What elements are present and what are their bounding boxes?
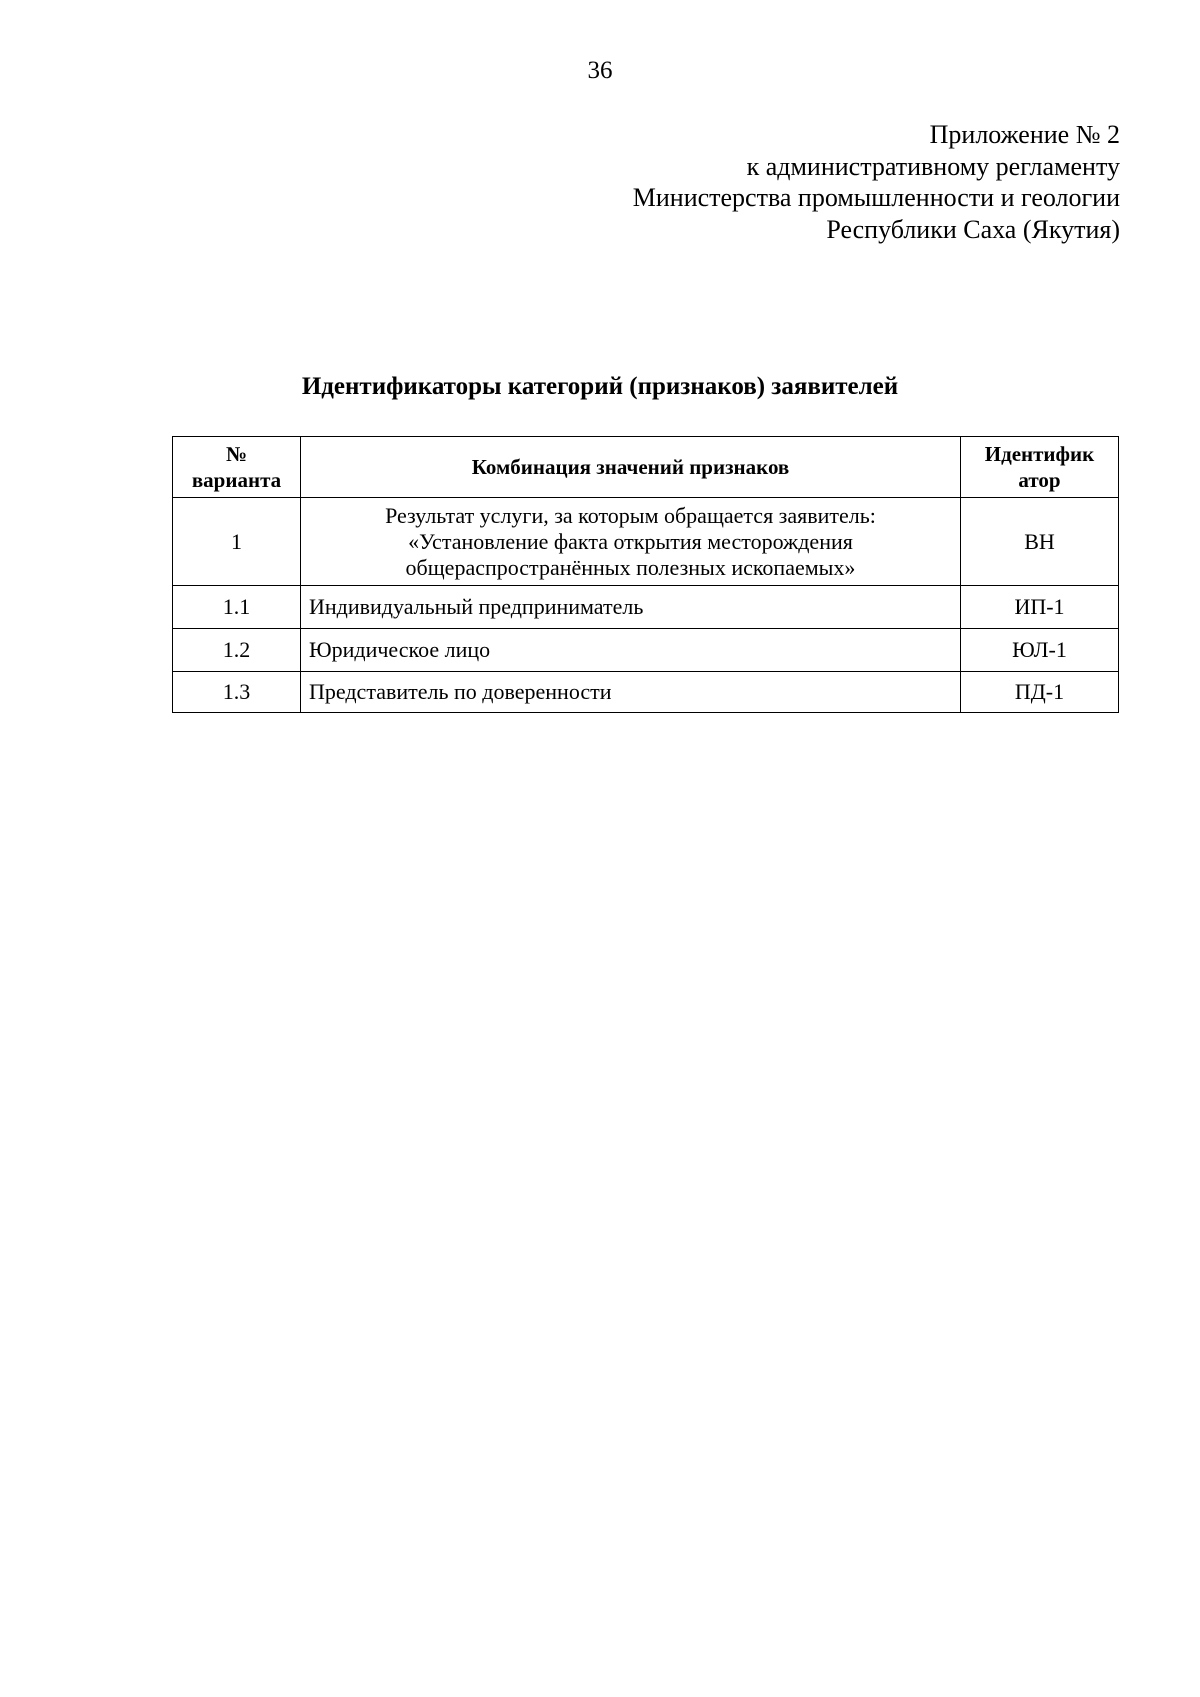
- combination-cell: [301, 498, 961, 586]
- header-line: варианта: [191, 468, 282, 492]
- identifier-cell: ЮЛ-1: [961, 629, 1119, 672]
- appendix-line: Республики Саха (Якутия): [826, 214, 1120, 244]
- table-row: [173, 672, 1119, 713]
- header-line: №: [225, 442, 248, 466]
- appendix-header: [633, 119, 1120, 245]
- combination-cell: Индивидуальный предприниматель: [301, 586, 961, 629]
- table-row: [173, 498, 1119, 586]
- table-row: [173, 586, 1119, 629]
- appendix-line: Приложение № 2: [929, 120, 1120, 149]
- header-identifier: [961, 437, 1119, 498]
- identifier-cell: ИП-1: [961, 586, 1119, 629]
- combination-cell: Юридическое лицо: [301, 629, 961, 672]
- appendix-line: Министерства промышленности и геологии: [632, 183, 1120, 212]
- variant-number: 1.3: [173, 672, 301, 713]
- variant-number: 1.1: [173, 586, 301, 629]
- header-line: Идентифик: [984, 442, 1095, 466]
- header-variant-number: [173, 437, 301, 498]
- table-row: [173, 629, 1119, 672]
- combination-line: «Установление факта открытия месторождения: [408, 528, 853, 554]
- identifiers-table: [172, 436, 1119, 713]
- combination-cell: Представитель по доверенности: [301, 672, 961, 713]
- header-combination: Комбинация значений признаков: [301, 437, 961, 498]
- document-title: Идентификаторы категорий (признаков) заявителей: [301, 373, 899, 400]
- combination-line: Результат услуги, за которым обращается заявитель:: [385, 502, 876, 528]
- header-line: атор: [1018, 468, 1061, 492]
- identifier-cell: ПД-1: [961, 672, 1119, 713]
- identifier-cell: ВН: [961, 498, 1119, 586]
- variant-number: 1.2: [173, 629, 301, 672]
- combination-line: общераспространённых полезных ископаемых»: [405, 554, 856, 580]
- page-number: 36: [587, 57, 613, 84]
- table-header-row: [173, 437, 1119, 498]
- variant-number: 1: [173, 498, 301, 586]
- appendix-line: к административному регламенту: [746, 151, 1120, 181]
